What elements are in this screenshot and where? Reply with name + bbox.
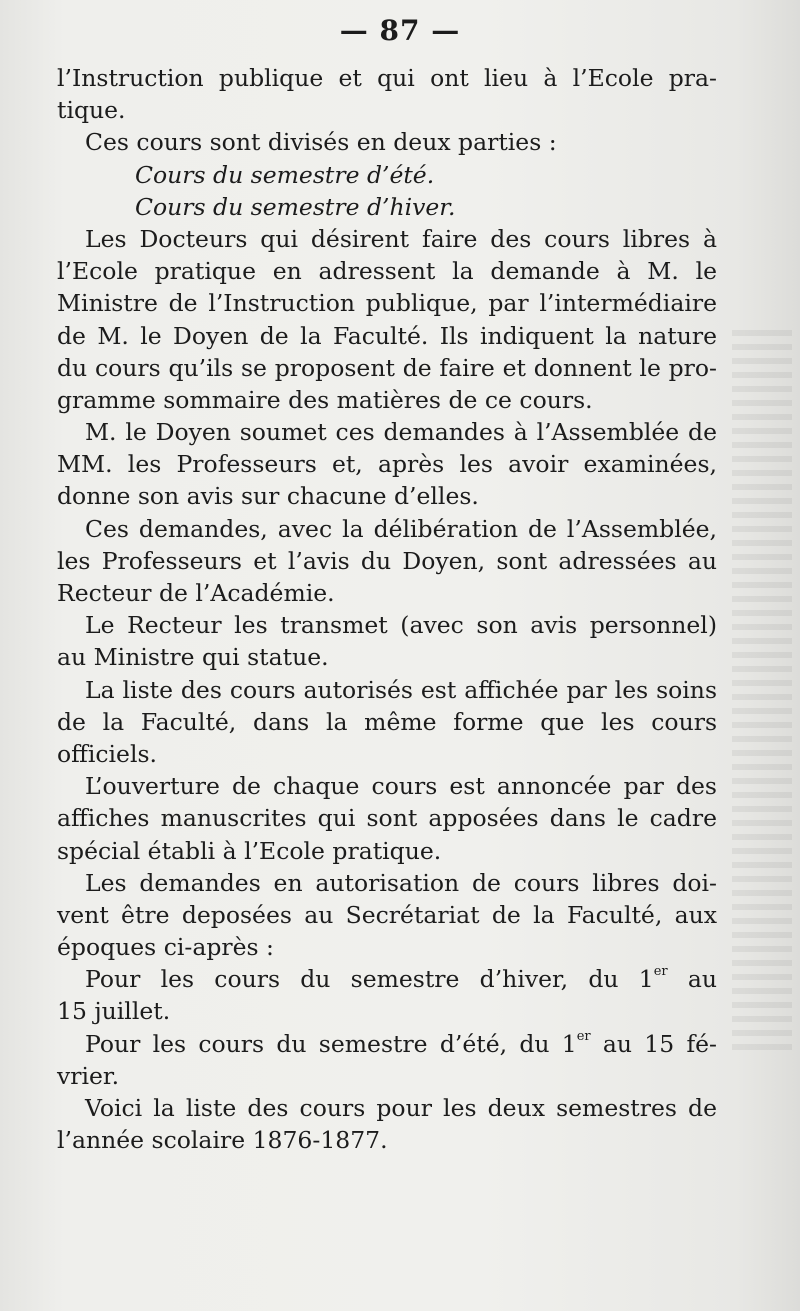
text-line: MM. les Professeurs et, après les avoir examinées, <box>57 450 717 479</box>
page-number: — 87 — <box>339 14 461 47</box>
body-text <box>57 62 717 1156</box>
text-line: l’Ecole pratique en adressent la demande à M. le <box>57 257 717 286</box>
text-line: Cours du semestre d’été. <box>135 160 435 189</box>
text-line: gramme sommaire des matières de ce cours. <box>57 385 593 414</box>
text-line: 15 juillet. <box>57 997 171 1026</box>
text-line: tique. <box>57 96 126 125</box>
text-line: La liste des cours autorisés est affichée par les soins <box>85 675 717 704</box>
text-line: vrier. <box>57 1061 120 1090</box>
text-line: de la Faculté, dans la même forme que les cours <box>57 707 717 736</box>
text-line: Les Docteurs qui désirent faire des cours libres à <box>85 224 717 253</box>
text-line: Ministre de l’Instruction publique, par l’intermédiaire <box>57 289 717 318</box>
text-line: Pour les cours du semestre d’été, du 1er au 15 fé- <box>85 1028 717 1058</box>
text-line: les Professeurs et l’avis du Doyen, sont adressées au <box>57 546 717 575</box>
text-line: Ces demandes, avec la délibération de l’Assemblée, <box>85 514 717 543</box>
text-line: donne son avis sur chacune d’elles. <box>57 482 479 511</box>
text-line: Recteur de l’Académie. <box>57 579 335 607</box>
text-line: Pour les cours du semestre d’hiver, du 1er au <box>85 964 718 994</box>
show-through-bleed <box>732 330 792 1050</box>
text-line: de M. le Doyen de la Faculté. Ils indiquent la nature <box>57 321 717 350</box>
text-line: affiches manuscrites qui sont apposées dans le cadre <box>57 804 717 833</box>
text-line: M. le Doyen soumet ces demandes à l’Assemblée de <box>85 418 717 447</box>
text-line: l’année scolaire 1876-1877. <box>57 1126 388 1155</box>
text-line: l’Instruction publique et qui ont lieu à l’Ecole pra- <box>57 64 717 92</box>
text-line: Les demandes en autorisation de cours libres doi- <box>85 868 717 897</box>
text-line: Voici la liste des cours pour les deux semestres de <box>85 1094 717 1122</box>
text-line: vent être deposées au Secrétariat de la Faculté, aux <box>57 900 717 929</box>
text-line: du cours qu’ils se proposent de faire et donnent le pro- <box>57 353 717 382</box>
text-line: L’ouverture de chaque cours est annoncée par des <box>85 772 717 801</box>
text-line: au Ministre qui statue. <box>57 643 329 672</box>
text-line: officiels. <box>57 739 157 768</box>
text-line: spécial établi à l’Ecole pratique. <box>57 836 442 865</box>
text-line: Le Recteur les transmet (avec son avis personnel) <box>85 611 717 640</box>
text-line: Cours du semestre d’hiver. <box>135 192 456 221</box>
text-line: époques ci-après : <box>57 933 274 962</box>
text-line: Ces cours sont divisés en deux parties : <box>85 128 557 157</box>
